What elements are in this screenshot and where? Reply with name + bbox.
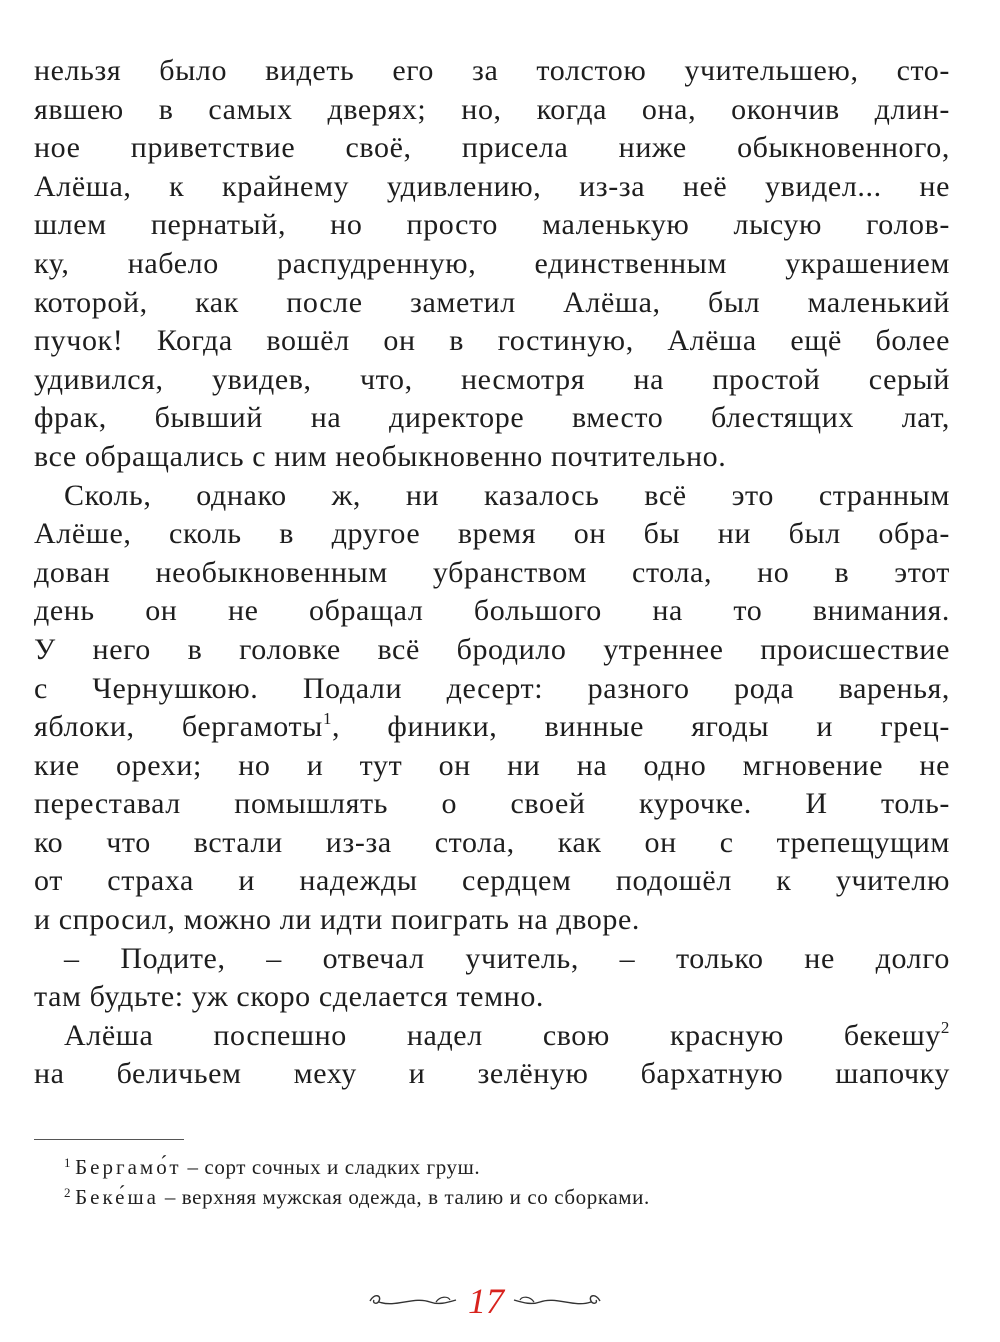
text-line: нельзя было видеть его за толстою учительшею, сто-: [34, 54, 950, 87]
text-line: кие орехи; но и тут он ни на одно мгновение не: [34, 748, 950, 782]
footnote-divider: [34, 1139, 184, 1140]
text-line: на беличьем меху и зелёную бархатную шапочку: [34, 1057, 950, 1091]
text-line: и спросил, можно ли идти поиграть на дворе.: [34, 903, 640, 937]
text-line: с Чернушкою. Подали десерт: разного рода варенья,: [34, 671, 950, 705]
text-line: Сколь, однако ж, ни казалось всё это странным: [64, 478, 950, 512]
line-segment: яблоки, бергамоты: [34, 710, 323, 744]
footnote-term: Беке́ша: [75, 1185, 159, 1209]
footnote-2: [64, 1182, 944, 1212]
text-line: явшею в самых дверях; но, когда она, окончив длин-: [34, 92, 950, 126]
footnote-text: – верхняя мужская одежда, в талию и со сборками.: [158, 1185, 650, 1209]
footnote-1: [64, 1152, 944, 1182]
text-line: от страха и надежды сердцем подошёл к учителю: [34, 864, 950, 898]
page-number: 17: [468, 1281, 504, 1321]
footnote-marker: 1: [64, 1155, 72, 1170]
text-line: день он не обращал большого на то внимания.: [34, 594, 950, 628]
footnotes: [64, 1152, 944, 1212]
text-line: все обращались с ним необыкновенно почтительно.: [34, 439, 727, 473]
text-line: шлем пернатый, но просто маленькую лысую голов-: [34, 208, 950, 242]
text-line: которой, как после заметил Алёша, был маленький: [34, 285, 950, 319]
text-line: У него в головке всё бродило утреннее происшествие: [34, 632, 950, 666]
right-flourish-icon: [510, 1290, 604, 1312]
footnote-ref-1: 1: [322, 709, 333, 729]
text-line: переставал помышлять о своей курочке. И толь-: [34, 787, 950, 821]
text-line: ко что встали из-за стола, как он с трепещущим: [34, 825, 950, 859]
footnote-text: – сорт сочных и сладких груш.: [181, 1155, 481, 1179]
text-line: ку, набело распудренную, единственным украшением: [34, 246, 950, 280]
text-line: удивился, увидев, что, несмотря на простой серый: [34, 362, 950, 396]
text-line-with-footnote: [34, 708, 950, 747]
footnote-ref-2: 2: [940, 1017, 950, 1037]
text-line: ное приветствие своё, присела ниже обыкновенного,: [34, 131, 950, 165]
text-line: пучок! Когда вошёл он в гостиную, Алёша ещё более: [34, 324, 950, 358]
text-line: фрак, бывший на директоре вместо блестящих лат,: [34, 401, 950, 435]
text-line: там будьте: уж скоро сделается темно.: [34, 980, 545, 1014]
line-segment: Алёша поспешно надел свою красную бекешу: [64, 1018, 941, 1052]
text-line-with-footnote: [34, 1017, 950, 1056]
text-line: Алёше, сколь в другое время он бы ни был обра-: [34, 517, 950, 551]
left-flourish-icon: [366, 1290, 460, 1312]
text-line: дован необыкновенным убранством стола, но в этот: [34, 555, 950, 589]
text-line: Алёша, к крайнему удивлению, из-за неё увидел... не: [34, 169, 950, 203]
body-text: [34, 52, 950, 1094]
footnote-marker: 2: [64, 1185, 72, 1200]
line-segment: , финики, винные ягоды и грец-: [332, 710, 950, 744]
footnote-term: Бергамо́т: [75, 1155, 182, 1179]
page-footer: [0, 1276, 1000, 1326]
text-line: – Подите, – отвечал учитель, – только не долго: [64, 941, 950, 975]
